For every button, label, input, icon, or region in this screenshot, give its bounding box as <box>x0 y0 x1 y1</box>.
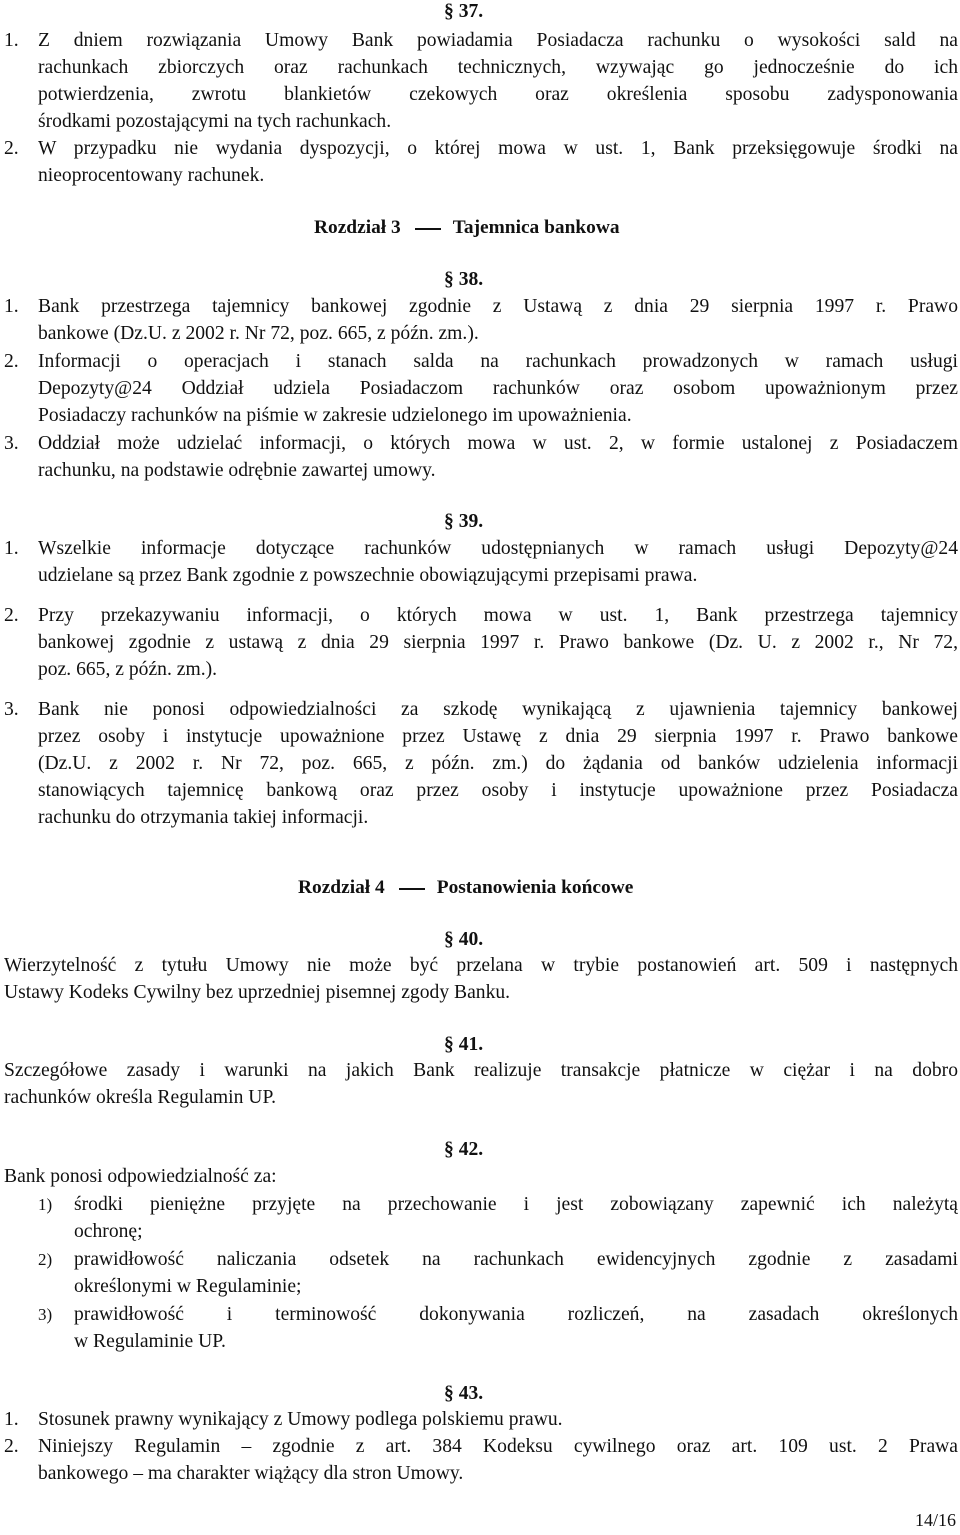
text-line: Szczegółowe zasady i warunki na jakich Bank realizuje transakcje płatnicze w ciężar i na dobro <box>4 1060 958 1081</box>
chapter-title: Tajemnica bankowa <box>452 217 620 238</box>
list-number: 2) <box>38 1250 53 1269</box>
list-number: 1) <box>38 1195 53 1214</box>
text-line: Przy przekazywaniu informacji, o których mowa w ust. 1, Bank przestrzega tajemnicy <box>38 605 958 626</box>
text-line: Niniejszy Regulamin – zgodnie z art. 384 Kodeksu cywilnego oraz art. 109 ust. 2 Prawa <box>38 1436 958 1457</box>
text-line: określonymi w Regulaminie; <box>74 1276 302 1297</box>
paragraph-number: 1. <box>4 30 19 51</box>
paragraph-number: 2. <box>4 351 19 372</box>
paragraph-number: 1. <box>4 1409 19 1430</box>
text-line: Bank nie ponosi odpowiedzialności za szkodę wynikającą z ujawnienia tajemnicy bankowej <box>38 699 958 720</box>
text-line: nieoprocentowany rachunek. <box>38 165 265 186</box>
text-line: W przypadku nie wydania dyspozycji, o której mowa w ust. 1, Bank przeksięgowuje środki na <box>38 138 958 159</box>
text-line: Informacji o operacjach i stanach salda na rachunkach prowadzonych w ramach usługi <box>38 351 958 372</box>
text-line: (Dz.U. z 2002 r. Nr 72, poz. 665, z późn. zm.) do żądania od banków udzielenia informacji <box>38 753 958 774</box>
chapter-title: Postanowienia końcowe <box>436 877 634 898</box>
text-line: rachunku, na podstawie odrębnie zawartej umowy. <box>38 460 436 481</box>
chapter-label: Rozdział 4 <box>298 877 385 898</box>
page-number: 14/16 <box>914 1510 956 1530</box>
text-line: prawidłowość naliczania odsetek na rachunkach ewidencyjnych zgodnie z zasadami <box>74 1249 958 1270</box>
section-42-intro: Bank ponosi odpowiedzialność za: <box>4 1166 277 1187</box>
section-40-header: § 40. <box>444 929 484 950</box>
text-line: stanowiących tajemnicę bankową oraz przez osoby i instytucje upoważnione przez Posiadacza <box>38 780 958 801</box>
paragraph-number: 3. <box>4 433 19 454</box>
text-line: Wszelkie informacje dotyczące rachunków udostępnianych w ramach usługi Depozyty@24 <box>38 538 958 559</box>
paragraph-number: 2. <box>4 1436 19 1457</box>
text-line: bankowe (Dz.U. z 2002 r. Nr 72, poz. 665, z późn. zm.). <box>38 323 479 344</box>
section-43-header: § 43. <box>444 1383 484 1404</box>
chapter-label: Rozdział 3 <box>314 217 401 238</box>
section-41-header: § 41. <box>444 1034 484 1055</box>
text-line: bankowej zgodnie z ustawą z dnia 29 sierpnia 1997 r. Prawo bankowe (Dz. U. z 2002 r., Nr 72, <box>38 632 958 653</box>
text-line: Posiadaczy rachunków na piśmie w zakresie udzielonego im upoważnienia. <box>38 405 632 426</box>
chapter-3-heading <box>314 216 620 240</box>
chapter-4-heading <box>298 876 633 900</box>
text-line: prawidłowość i terminowość dokonywania rozliczeń, na zasadach określonych <box>74 1304 958 1325</box>
text-line: Oddział może udzielać informacji, o których mowa w ust. 2, w formie ustalonej z Posiadaczem <box>38 433 958 454</box>
text-line: potwierdzenia, zwrotu blankietów czekowych oraz określenia sposobu zadysponowania <box>38 84 958 105</box>
text-line: Stosunek prawny wynikający z Umowy podlega polskiemu prawu. <box>38 1409 563 1430</box>
paragraph-number: 1. <box>4 296 19 317</box>
text-line: Depozyty@24 Oddział udziela Posiadaczom rachunków oraz osobom upoważnionym przez <box>38 378 958 399</box>
text-line: ochronę; <box>74 1221 143 1242</box>
section-38-header: § 38. <box>444 269 484 290</box>
list-number: 3) <box>38 1305 53 1324</box>
text-line: udzielane są przez Bank zgodnie z powszechnie obowiązującymi przepisami prawa. <box>38 565 698 586</box>
section-39-header: § 39. <box>444 511 484 532</box>
dash-separator <box>415 228 441 230</box>
dash-separator <box>399 888 425 890</box>
text-line: Ustawy Kodeks Cywilny bez uprzedniej pisemnej zgody Banku. <box>4 982 511 1003</box>
text-line: przez osoby i instytucje upoważnione przez Ustawę z dnia 29 sierpnia 1997 r. Prawo bankowe <box>38 726 958 747</box>
text-line: środkami pozostającymi na tych rachunkach. <box>38 111 392 132</box>
paragraph-number: 1. <box>4 538 19 559</box>
paragraph-number: 2. <box>4 138 19 159</box>
section-37-header: § 37. <box>444 1 484 22</box>
paragraph-number: 2. <box>4 605 19 626</box>
text-line: Z dniem rozwiązania Umowy Bank powiadamia Posiadacza rachunku o wysokości sald na <box>38 30 958 51</box>
text-line: rachunkach zbiorczych oraz rachunkach technicznych, wzywając go jednocześnie do ich <box>38 57 958 78</box>
text-line: rachunku do otrzymania takiej informacji. <box>38 807 369 828</box>
paragraph-number: 3. <box>4 699 19 720</box>
text-line: rachunków określa Regulamin UP. <box>4 1087 277 1108</box>
text-line: Wierzytelność z tytułu Umowy nie może być przelana w trybie postanowień art. 509 i następnych <box>4 955 958 976</box>
section-42-header: § 42. <box>444 1139 484 1160</box>
text-line: środki pieniężne przyjęte na przechowanie i jest zobowiązany zapewnić ich należytą <box>74 1194 958 1215</box>
text-line: bankowego – ma charakter wiążący dla stron Umowy. <box>38 1463 464 1484</box>
text-line: Bank przestrzega tajemnicy bankowej zgodnie z Ustawą z dnia 29 sierpnia 1997 r. Prawo <box>38 296 958 317</box>
text-line: poz. 665, z późn. zm.). <box>38 659 218 680</box>
text-line: w Regulaminie UP. <box>74 1331 226 1352</box>
